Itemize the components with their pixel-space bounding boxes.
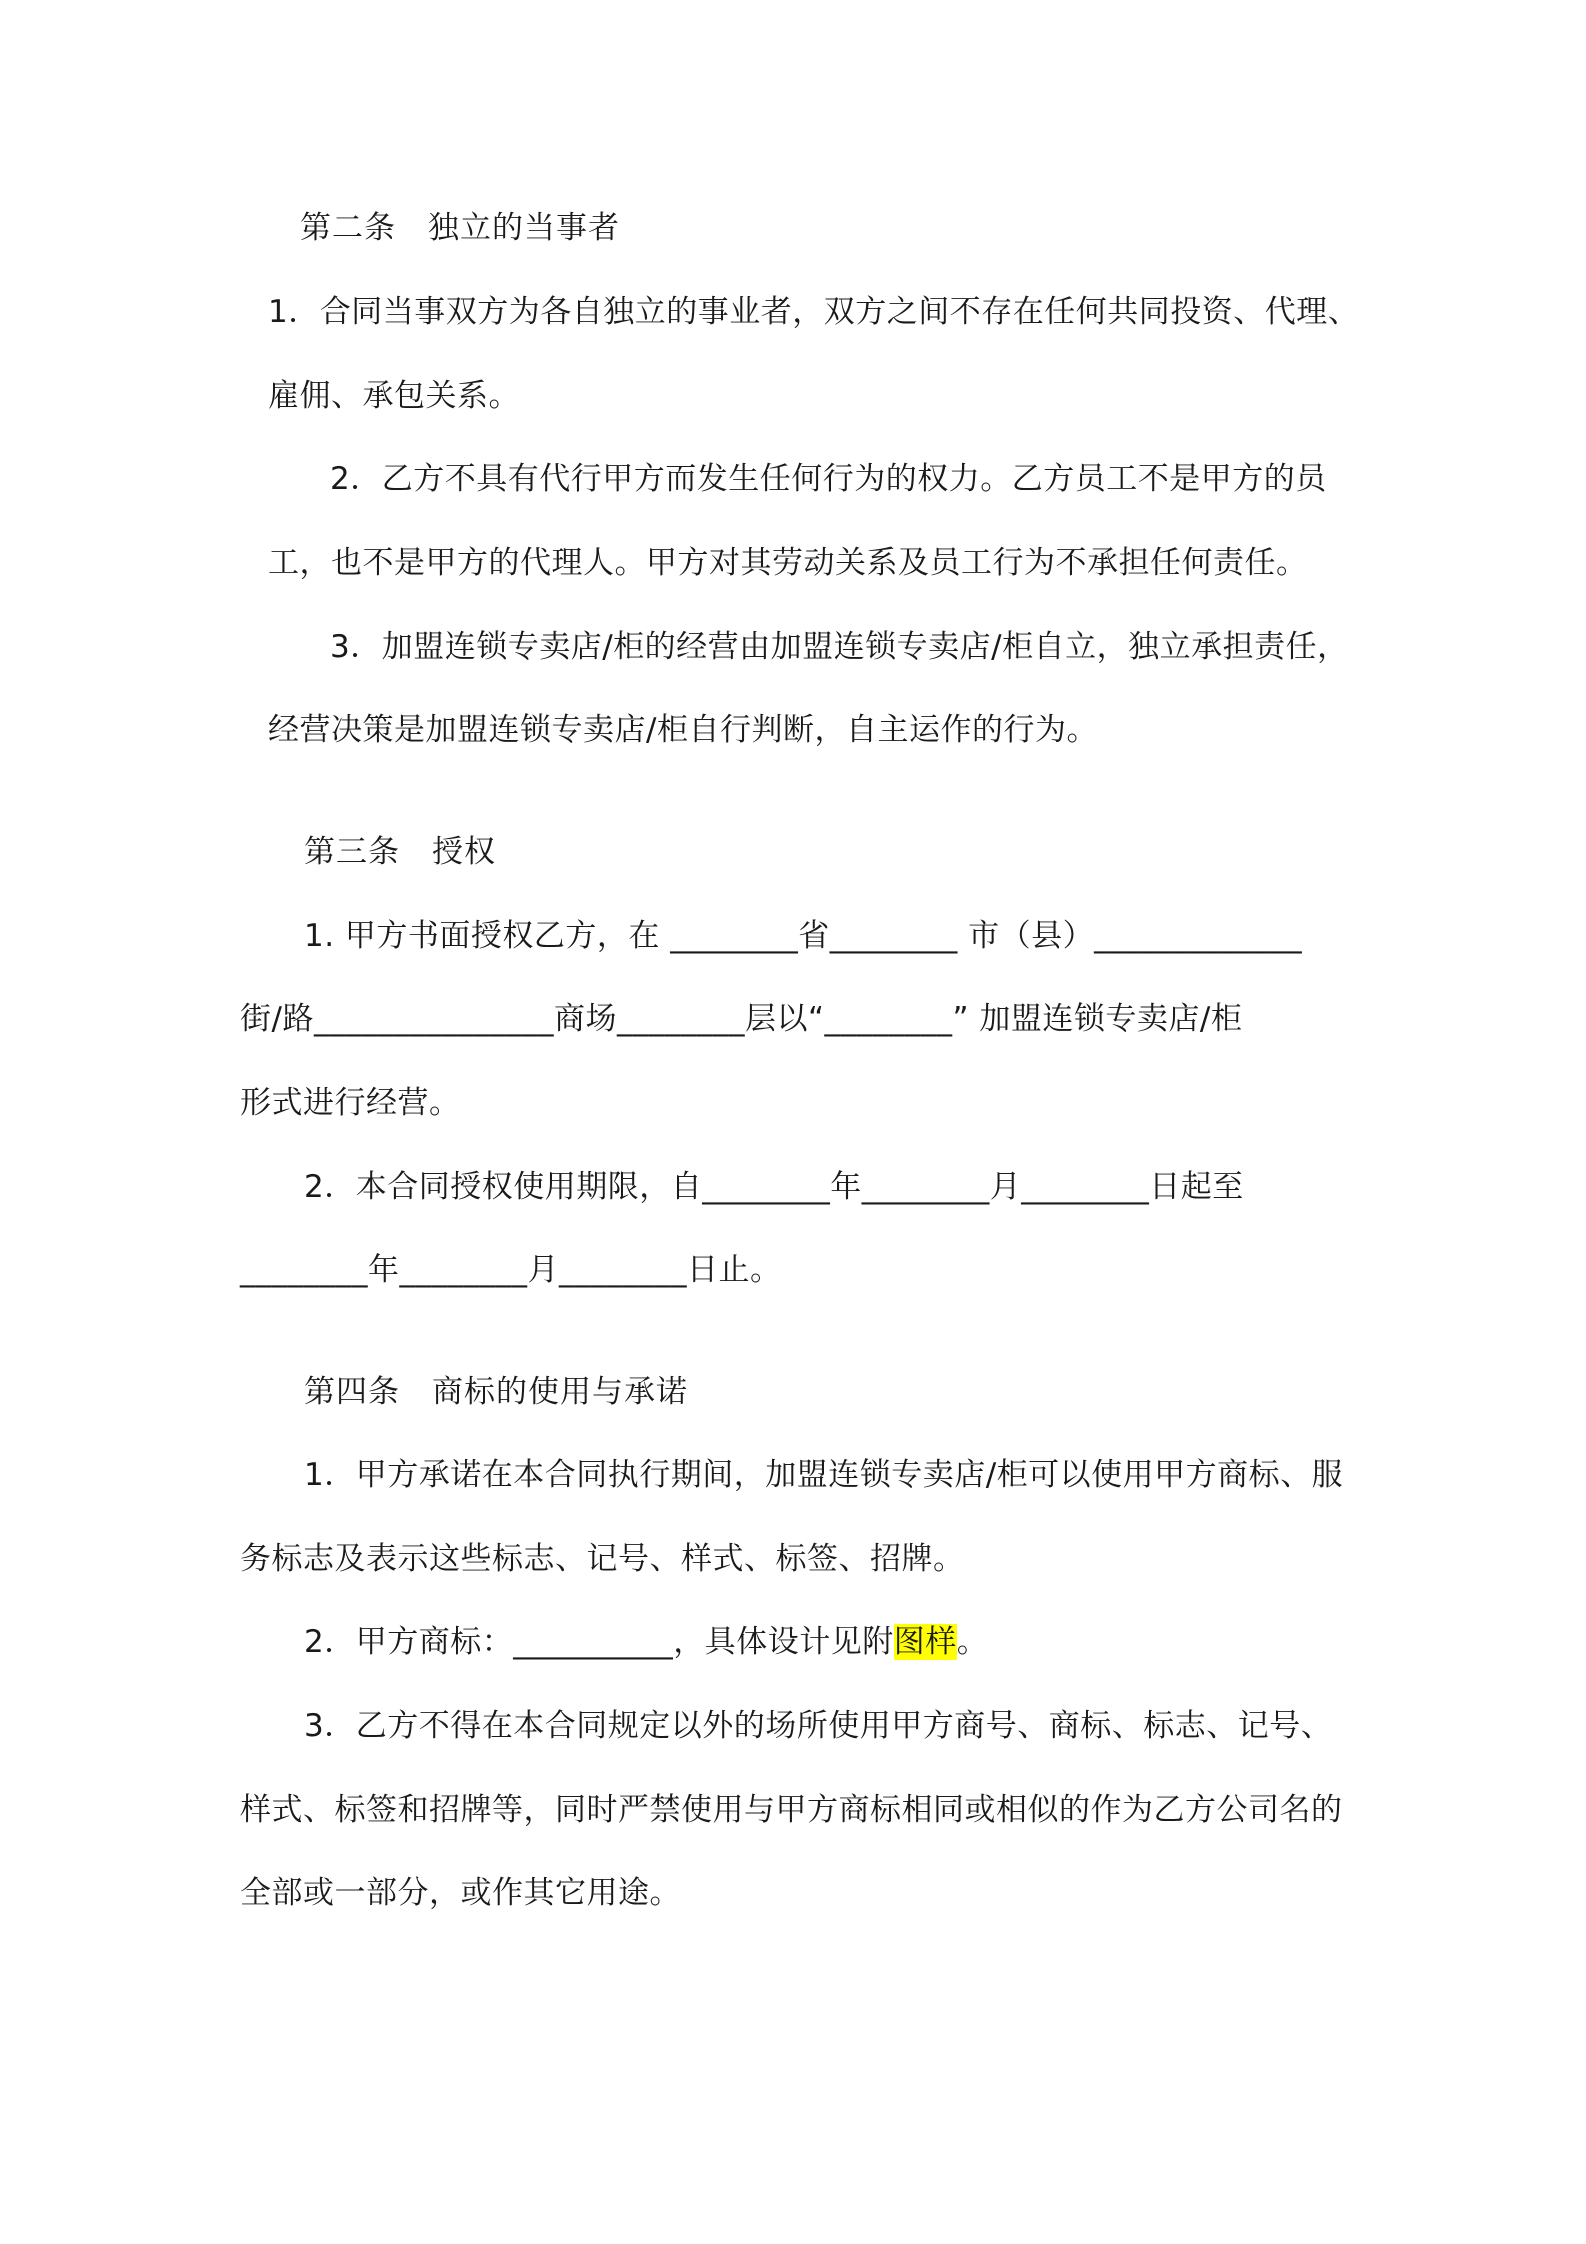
article-4-heading: 第四条 商标的使用与承诺 bbox=[304, 1374, 688, 1410]
article-4-clause-3-line-2: 样式、标签和招牌等，同时严禁使用与甲方商标相同或相似的作为乙方公司名的 bbox=[240, 1792, 1343, 1828]
article-3-clause-2-line-1: 2．本合同授权使用期限，自________年________月________日起至 bbox=[304, 1169, 1244, 1205]
article-4-clause-2-end: 。 bbox=[956, 1624, 989, 1660]
article-3-clause-2-line-2: ________年________月________日止。 bbox=[240, 1252, 782, 1288]
article-3-clause-1-line-2: 街/路_______________商场________层以“________” 加盟连锁专卖店/柜 bbox=[240, 1001, 1243, 1037]
article-2-clause-1-line-2: 雇佣、承包关系。 bbox=[268, 378, 520, 414]
article-4-clause-1-line-1: 1．甲方承诺在本合同执行期间，加盟连锁专卖店/柜可以使用甲方商标、服 bbox=[304, 1457, 1344, 1493]
article-2-clause-3-line-2: 经营决策是加盟连锁专卖店/柜自行判断，自主运作的行为。 bbox=[268, 712, 1098, 748]
article-3-clause-1-line-1: 1. 甲方书面授权乙方，在 ________省________ 市（县）_____________ bbox=[304, 918, 1303, 954]
article-2-clause-2-line-1: 2．乙方不具有代行甲方而发生任何行为的权力。乙方员工不是甲方的员 bbox=[330, 461, 1327, 497]
article-2-clause-3-line-1: 3．加盟连锁专卖店/柜的经营由加盟连锁专卖店/柜自立，独立承担责任， bbox=[330, 629, 1349, 665]
article-4-clause-3-line-1: 3．乙方不得在本合同规定以外的场所使用甲方商号、商标、标志、记号、 bbox=[304, 1708, 1333, 1744]
highlighted-text: 图样 bbox=[893, 1624, 957, 1660]
article-4-clause-2 bbox=[304, 1622, 988, 1662]
article-2-heading: 第二条 独立的当事者 bbox=[300, 210, 620, 246]
article-4-clause-3-line-3: 全部或一部分，或作其它用途。 bbox=[240, 1875, 681, 1911]
article-3-clause-1-line-3: 形式进行经营。 bbox=[240, 1085, 461, 1121]
article-2-clause-1-line-1: 1．合同当事双方为各自独立的事业者，双方之间不存在任何共同投资、代理、 bbox=[268, 294, 1360, 330]
article-2-clause-2-line-2: 工，也不是甲方的代理人。甲方对其劳动关系及员工行为不承担任何责任。 bbox=[268, 545, 1308, 581]
article-4-clause-1-line-2: 务标志及表示这些标志、记号、样式、标签、招牌。 bbox=[240, 1541, 965, 1577]
article-3-heading: 第三条 授权 bbox=[304, 834, 496, 870]
article-4-clause-2-text: 2．甲方商标：__________，具体设计见附 bbox=[304, 1624, 894, 1660]
